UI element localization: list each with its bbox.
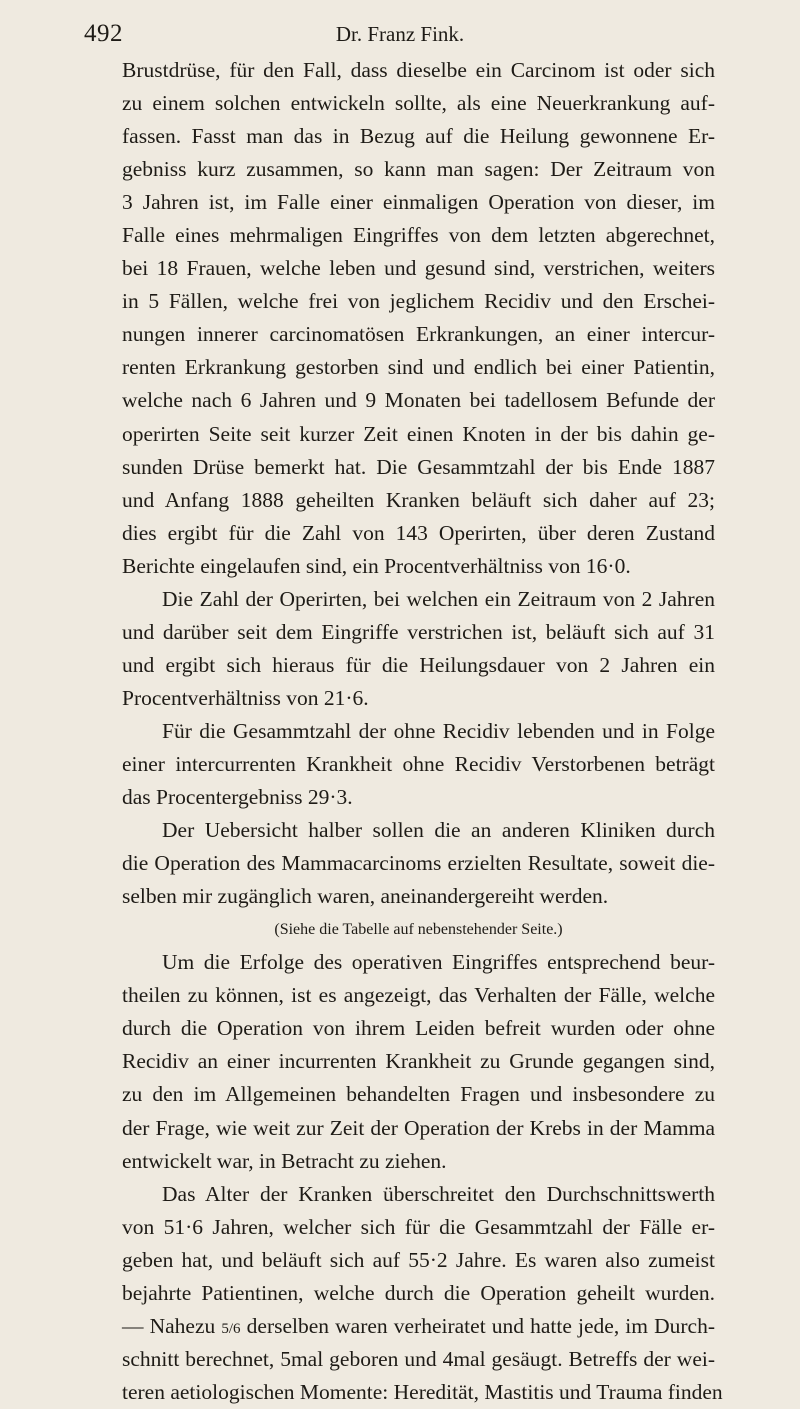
text-line: selben mir zugänglich waren, aneinandergereiht werden. xyxy=(122,884,609,909)
text-line: durch die Operation von ihrem Leiden befreit wurden oder ohne xyxy=(122,1016,715,1041)
text-line: dies ergibt für die Zahl von 143 Operirten, über deren Zustand xyxy=(122,520,715,545)
text-line: das Procentergebniss 29·3. xyxy=(122,785,353,810)
text-line: Berichte eingelaufen sind, ein Procentverhältniss von 16·0. xyxy=(122,553,631,578)
text-line: sunden Drüse bemerkt hat. Die Gesammtzahl der bis Ende 1887 xyxy=(122,454,715,479)
page-number: 492 xyxy=(84,20,123,47)
text-line: und darüber seit dem Eingriffe verstrichen ist, beläuft sich auf 31 xyxy=(122,619,715,644)
text-line: fassen. Fasst man das in Bezug auf die Heilung gewonnene Er- xyxy=(122,124,715,149)
text-line: welche nach 6 Jahren und 9 Monaten bei tadellosem Befunde der xyxy=(122,388,715,413)
text-line: gebniss kurz zusammen, so kann man sagen: Der Zeitraum von xyxy=(122,157,715,182)
text-line: die Operation des Mammacarcinoms erzielten Resultate, soweit die- xyxy=(122,851,715,876)
text-line xyxy=(122,1310,715,1343)
fraction: 5/6 xyxy=(221,1320,241,1337)
text-line: zu den im Allgemeinen behandelten Fragen und insbesondere zu xyxy=(122,1082,715,1107)
text-line: Für die Gesammtzahl der ohne Recidiv lebenden und in Folge xyxy=(162,718,715,743)
text-line: Falle eines mehrmaligen Eingriffes von dem letzten abgerechnet, xyxy=(122,223,715,248)
text-fragment: — Nahezu xyxy=(122,1313,216,1338)
text-line: Der Uebersicht halber sollen die an anderen Kliniken durch xyxy=(162,818,715,843)
text-line: von 51·6 Jahren, welcher sich für die Gesammtzahl der Fälle er- xyxy=(122,1214,715,1239)
text-line: Brustdrüse, für den Fall, dass dieselbe ein Carcinom ist oder sich xyxy=(122,58,715,82)
text-line: Die Zahl der Operirten, bei welchen ein Zeitraum von 2 Jahren xyxy=(162,586,715,611)
text-line: der Frage, wie weit zur Zeit der Operation der Krebs in der Mamma xyxy=(122,1115,715,1140)
text-fragment: derselben waren verheiratet und hatte jede, im Durch- xyxy=(246,1313,716,1338)
running-title: Dr. Franz Fink. xyxy=(335,22,465,46)
body-text xyxy=(122,54,723,1409)
text-line: schnitt berechnet, 5mal geboren und 4mal gesäugt. Betreffs der wei- xyxy=(122,1346,715,1371)
text-line: operirten Seite seit kurzer Zeit einen Knoten in der bis dahin ge- xyxy=(122,421,715,446)
text-line: und Anfang 1888 geheilten Kranken beläuft sich daher auf 23; xyxy=(122,487,715,512)
text-line: und ergibt sich hieraus für die Heilungsdauer von 2 Jahren ein xyxy=(122,652,715,677)
text-line: bei 18 Frauen, welche leben und gesund sind, verstrichen, weiters xyxy=(122,256,715,281)
table-reference-note: (Siehe die Tabelle auf nebenstehender Seite.) xyxy=(274,921,563,939)
text-line: teren aetiologischen Momente: Heredität, Mastitis und Trauma finden xyxy=(122,1379,723,1404)
text-line: Recidiv an einer incurrenten Krankheit zu Grunde gegangen sind, xyxy=(122,1049,715,1074)
text-line: entwickelt war, in Betracht zu ziehen. xyxy=(122,1148,447,1173)
text-line: theilen zu können, ist es angezeigt, das Verhalten der Fälle, welche xyxy=(122,983,715,1008)
text-line: geben hat, und beläuft sich auf 55·2 Jahre. Es waren also zumeist xyxy=(122,1247,715,1272)
text-line: zu einem solchen entwickeln sollte, als eine Neuerkrankung auf- xyxy=(122,91,715,116)
text-line: renten Erkrankung gestorben sind und endlich bei einer Patientin, xyxy=(122,355,715,380)
text-line: Das Alter der Kranken überschreitet den Durchschnittswerth xyxy=(162,1181,715,1206)
text-line: Um die Erfolge des operativen Eingriffes entsprechend beur- xyxy=(162,950,715,975)
text-line: nungen innerer carcinomatösen Erkrankungen, an einer intercur- xyxy=(122,322,715,347)
text-line: in 5 Fällen, welche frei von jeglichem Recidiv und den Erschei- xyxy=(122,289,715,314)
text-line: bejahrte Patientinen, welche durch die Operation geheilt wurden. xyxy=(122,1280,715,1305)
text-line: einer intercurrenten Krankheit ohne Recidiv Verstorbenen beträgt xyxy=(122,751,715,776)
text-line: 3 Jahren ist, im Falle einer einmaligen Operation von dieser, im xyxy=(122,190,715,215)
text-line: Procentverhältniss von 21·6. xyxy=(122,685,369,710)
